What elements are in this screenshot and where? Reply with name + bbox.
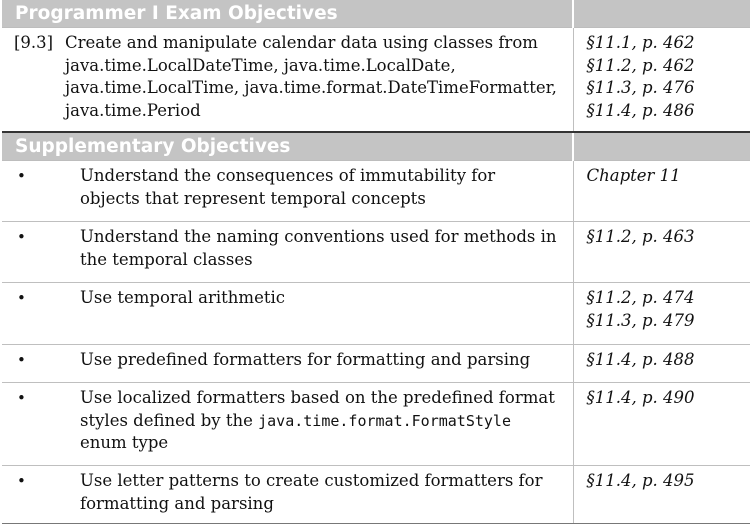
objective-text: Use letter patterns to create customized formatters for formatting and parsing	[80, 471, 543, 513]
objective-text: Use temporal arithmetic	[80, 288, 285, 307]
objective-reference: §11.2, p. 463	[573, 222, 750, 283]
bullet: •	[17, 167, 26, 185]
objective-row	[2, 28, 750, 133]
objective-row	[2, 283, 750, 345]
objective-text: Understand the naming conventions used for methods in the temporal classes	[80, 227, 557, 269]
objective-text: Understand the consequences of immutability for objects that represent temporal concepts	[80, 166, 496, 208]
objective-row	[2, 161, 750, 222]
section-title: Programmer I Exam Objectives	[2, 0, 573, 28]
objective-reference: §11.4, p. 488	[573, 345, 750, 383]
bullet: •	[17, 351, 26, 369]
objective-row	[2, 383, 750, 466]
objective-row	[2, 222, 750, 283]
objective-text: Use predefined formatters for formatting and parsing	[80, 350, 531, 369]
section-title: Supplementary Objectives	[2, 132, 573, 161]
bullet: •	[17, 472, 26, 490]
bullet: •	[17, 289, 26, 307]
code-class-name: java.time.format.FormatStyle	[258, 411, 511, 430]
objectives-table	[2, 0, 750, 524]
objective-text: Create and manipulate calendar data using classes from java.time.LocalDateTime, java.time.LocalDate, java.time.LocalTime, java.time.format.DateTimeFormatter, java.time.Period	[65, 33, 557, 121]
objective-number: [9.3]	[14, 33, 54, 52]
objective-row	[2, 466, 750, 524]
objective-reference: §11.2, p. 474 §11.3, p. 479	[573, 283, 750, 345]
objective-text: Use localized formatters based on the predefined format styles defined by the java.time.format.FormatStyle enum type	[80, 388, 555, 453]
section-header-exam	[2, 0, 750, 28]
bullet: •	[17, 389, 26, 407]
objective-row	[2, 345, 750, 383]
bullet: •	[17, 228, 26, 246]
objective-reference: §11.4, p. 490	[573, 383, 750, 466]
objective-reference: Chapter 11	[573, 161, 750, 222]
section-header-supplementary	[2, 132, 750, 161]
objective-reference: §11.1, p. 462 §11.2, p. 462 §11.3, p. 476 §11.4, p. 486	[573, 28, 750, 133]
objective-reference: §11.4, p. 495	[573, 466, 750, 524]
